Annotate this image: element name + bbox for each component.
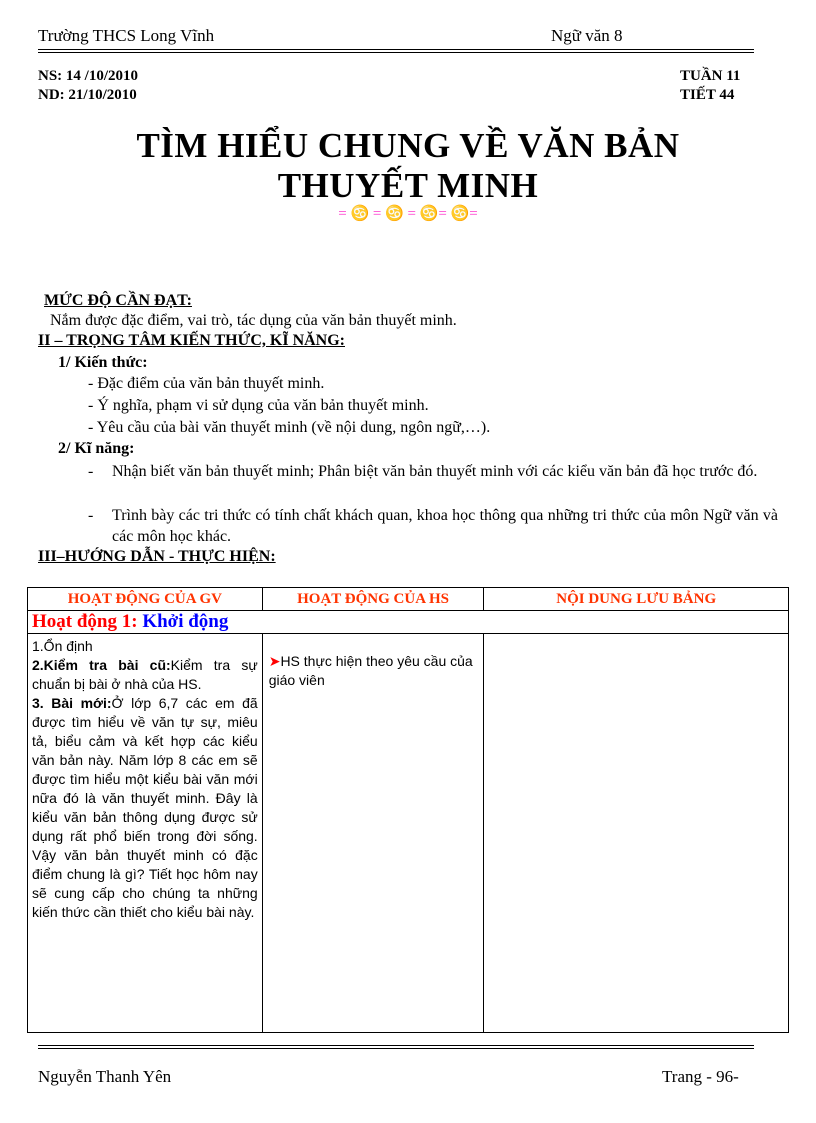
section-objectives-heading: MỨC ĐỘ CẦN ĐẠT: bbox=[44, 292, 192, 309]
board-content-cell bbox=[484, 634, 789, 1033]
week-label: TUẦN 11 bbox=[680, 68, 741, 84]
gv-step-3-text: Ở lớp 6,7 các em đã được tìm hiểu về văn tự sự, miêu tả, biểu cảm và kết hợp các kiểu văn bản này. Năm lớp 8 các em sẽ được tìm hiểu một kiểu bài văn mới nữa đó là văn thuyết minh. Đây là kiểu văn bản thông dụng được sử dụng rất phổ biến trong đời sống. Vậy văn bản thuyết minh có đặc điểm chung là gì? Tiết học hôm nay sẽ cung cấp cho chúng ta những kiến thức cần thiết cho kiểu bài này. bbox=[32, 695, 258, 920]
date-ns: NS: 14 /10/2010 bbox=[38, 68, 139, 84]
activity-name: Khởi động bbox=[142, 611, 229, 632]
section-guide-heading: III–HƯỚNG DẪN - THỰC HIỆN: bbox=[38, 548, 276, 565]
col-header-hs: HOẠT ĐỘNG CỦA HS bbox=[262, 588, 484, 611]
hs-activity-text: HS thực hiện theo yêu cầu của giáo viên bbox=[268, 653, 473, 688]
knowledge-item: - Yêu cầu của bài văn thuyết minh (về nội dung, ngôn ngữ,…). bbox=[88, 419, 491, 436]
page-title-line2: THUYẾT MINH bbox=[277, 166, 539, 205]
col-header-gv: HOẠT ĐỘNG CỦA GV bbox=[28, 588, 263, 611]
section-objectives-text: Nắm được đặc điểm, vai trò, tác dụng của văn bản thuyết minh. bbox=[50, 312, 457, 329]
author-name: Nguyễn Thanh Yên bbox=[38, 1067, 172, 1086]
school-name: Trường THCS Long Vĩnh bbox=[38, 26, 215, 45]
skills-title: 2/ Kĩ năng: bbox=[58, 440, 135, 457]
subject-name: Ngữ văn 8 bbox=[551, 26, 623, 45]
activity-table bbox=[27, 587, 789, 1033]
gv-step-1: 1.Ổn định bbox=[32, 638, 93, 654]
activity-heading bbox=[28, 611, 789, 634]
date-nd: ND: 21/10/2010 bbox=[38, 87, 137, 103]
gv-step-3 bbox=[32, 694, 258, 922]
skills-item: - Nhận biết văn bản thuyết minh; Phân biệt văn bản thuyết minh với các kiểu văn bản đã học trước đó. bbox=[88, 461, 778, 482]
page-number: Trang - 96- bbox=[662, 1067, 739, 1086]
title-ornament: = ♋ = ♋ = ♋= ♋= bbox=[338, 206, 478, 222]
skills-item: - Trình bày các tri thức có tính chất khách quan, khoa học thông qua những tri thức của môn Ngữ văn và các môn học khác. bbox=[88, 507, 778, 545]
period-label: TIẾT 44 bbox=[680, 87, 735, 103]
skills-item-text: Nhận biết văn bản thuyết minh; Phân biệt văn bản thuyết minh với các kiểu văn bản đã học trước đó. bbox=[112, 463, 758, 480]
footer-divider bbox=[38, 1045, 754, 1049]
gv-step-2-text: Kiểm tra sự chuẩn bị bài ở nhà của HS. bbox=[32, 657, 258, 692]
knowledge-item: - Đặc điểm của văn bản thuyết minh. bbox=[88, 375, 325, 392]
col-header-content: NỘI DUNG LƯU BẢNG bbox=[484, 588, 789, 611]
hs-activity-cell bbox=[262, 634, 484, 1033]
activity-label: Hoạt động 1: bbox=[32, 611, 138, 632]
knowledge-item: - Ý nghĩa, phạm vi sử dụng của văn bản thuyết minh. bbox=[88, 397, 429, 414]
gv-activity-cell bbox=[28, 634, 263, 1033]
arrow-icon: ➤ bbox=[268, 653, 281, 669]
skills-item-text: Trình bày các tri thức có tính chất khách quan, khoa học thông qua những tri thức của môn Ngữ văn và các môn học khác. bbox=[112, 507, 778, 545]
gv-step-2-label: 2.Kiểm tra bài cũ: bbox=[32, 657, 171, 673]
header-divider bbox=[38, 49, 754, 53]
section-focus-heading: II – TRỌNG TÂM KIẾN THỨC, KĨ NĂNG: bbox=[38, 332, 345, 349]
gv-step-2 bbox=[32, 656, 258, 694]
page-title-line1: TÌM HIỂU CHUNG VỀ VĂN BẢN bbox=[136, 126, 680, 165]
knowledge-title: 1/ Kiến thức: bbox=[58, 354, 148, 371]
gv-step-3-label: 3. Bài mới: bbox=[32, 695, 112, 711]
